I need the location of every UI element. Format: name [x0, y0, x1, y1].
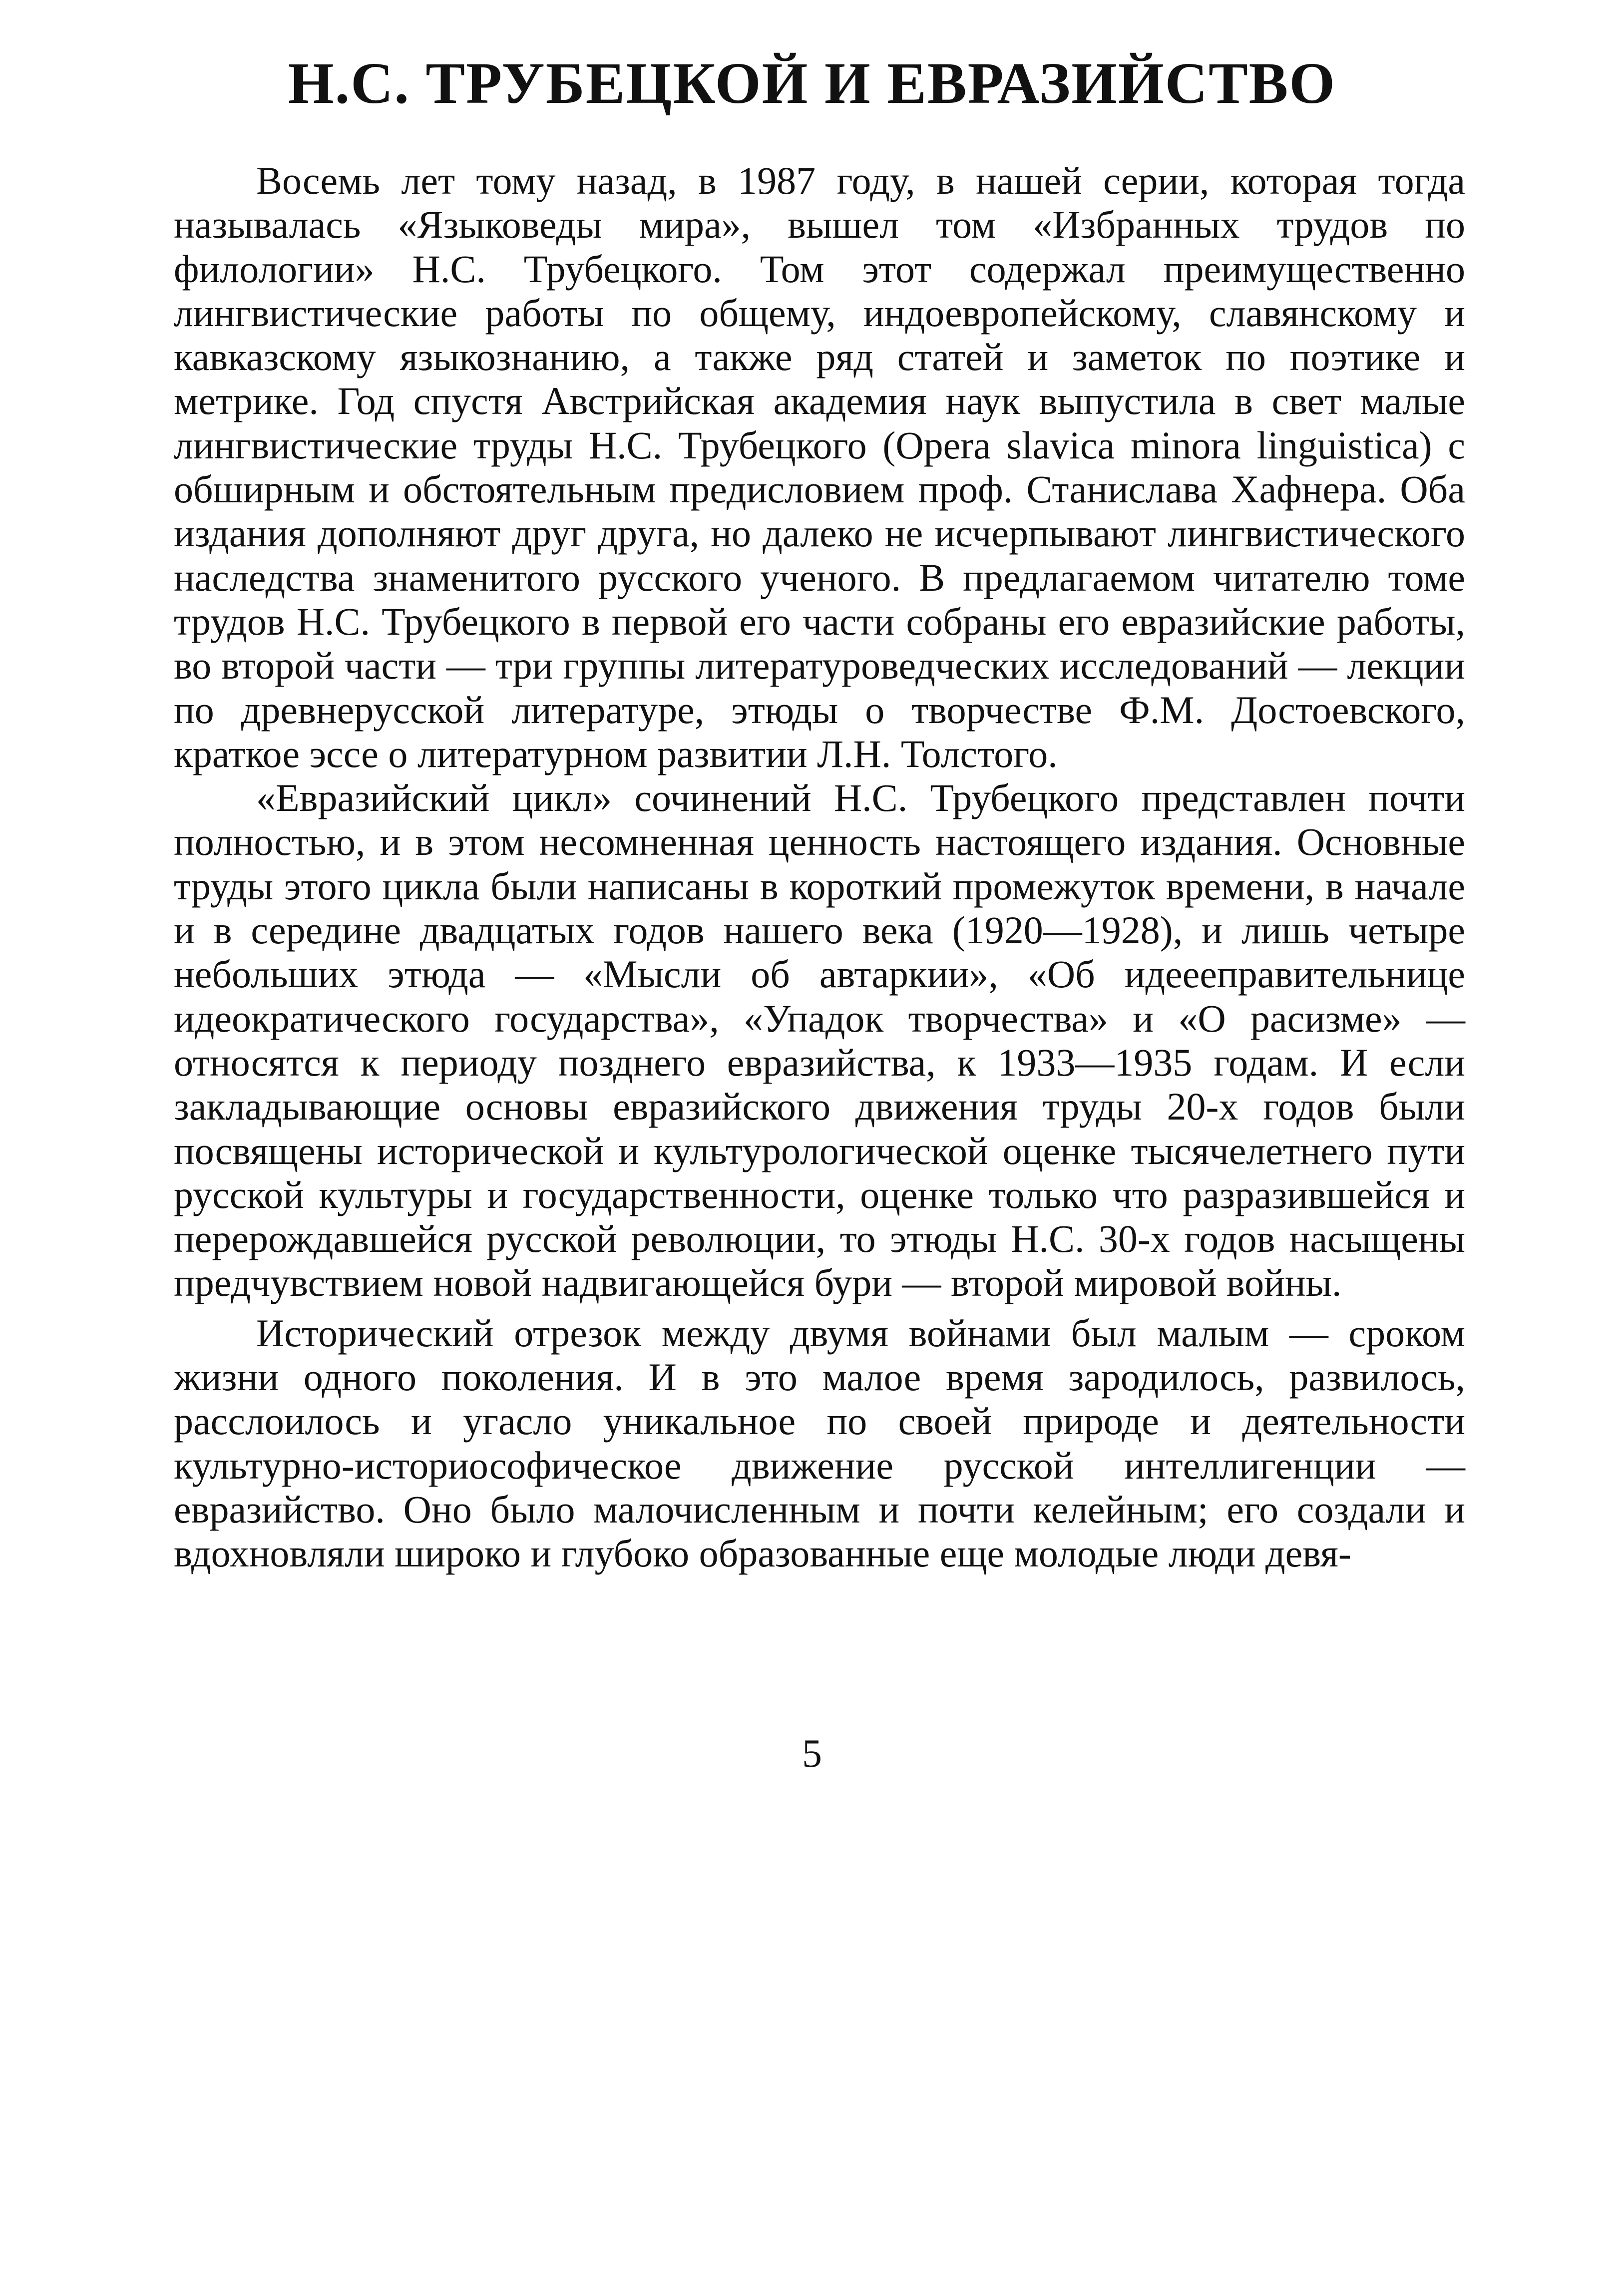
paragraph-1: Восемь лет тому назад, в 1987 году, в нашей серии, которая тогда называлась «Языковеды мира», вышел том «Избранных трудов по филологии» Н.С. Трубецкого. Том этот содержал преимущественно лингвистические работы по общему, индоевропейскому, славянскому и кавказскому языкознанию, а также ряд статей и заметок по поэтике и метрике. Год спустя Австрийская академия наук выпустила в свет малые лингвистические труды Н.С. Трубецкого (Opera slavica minora linguistica) с обширным и обстоятельным предисловием проф. Станислава Хафнера. Оба издания дополняют друг друга, но далеко не исчерпывают лингвистического наследства знаменитого русского ученого. В предлагаемом читателю томе трудов Н.С. Трубецкого в первой его части собраны его евразийские работы, во второй части — три группы литературоведческих исследований — лекции по древнерусской литературе, этюды о творчестве Ф.М. Достоевского, краткое эссе о литературном развитии Л.Н. Толстого. [174, 159, 1465, 775]
body-text [174, 159, 1465, 1576]
page-title: Н.С. ТРУБЕЦКОЙ И ЕВРАЗИЙСТВО [288, 50, 1336, 116]
paragraph-3: Исторический отрезок между двумя войнами был малым — сроком жизни одного поколения. И в это малое время зародилось, развилось, расслоилось и угасло уникальное по своей природе и деятельности культурно-историософическое движение русской интеллигенции — евразийство. Оно было малочисленным и почти келейным; его создали и вдохновляли широко и глубоко образованные еще молодые люди девя- [174, 1311, 1465, 1575]
page-number: 5 [802, 1732, 822, 1776]
paragraph-2: «Евразийский цикл» сочинений Н.С. Трубецкого представлен почти полностью, и в этом несомненная ценность настоящего издания. Основные труды этого цикла были написаны в короткий промежуток времени, в начале и в середине двадцатых годов нашего века (1920—1928), и лишь четыре небольших этюда — «Мысли об автаркии», «Об идеееправительнице идеократического государства», «Упадок творчества» и «О расизме» — относятся к периоду позднего евразийства, к 1933—1935 годам. И если закладывающие основы евразийского движения труды 20-х годов были посвящены исторической и культурологической оценке тысячелетнего пути русской культуры и государственности, оценке только что разразившейся и перерождавшейся русской революции, то этюды Н.С. 30-х годов насыщены предчувствием новой надвигающейся бури — второй мировой войны. [174, 776, 1465, 1305]
